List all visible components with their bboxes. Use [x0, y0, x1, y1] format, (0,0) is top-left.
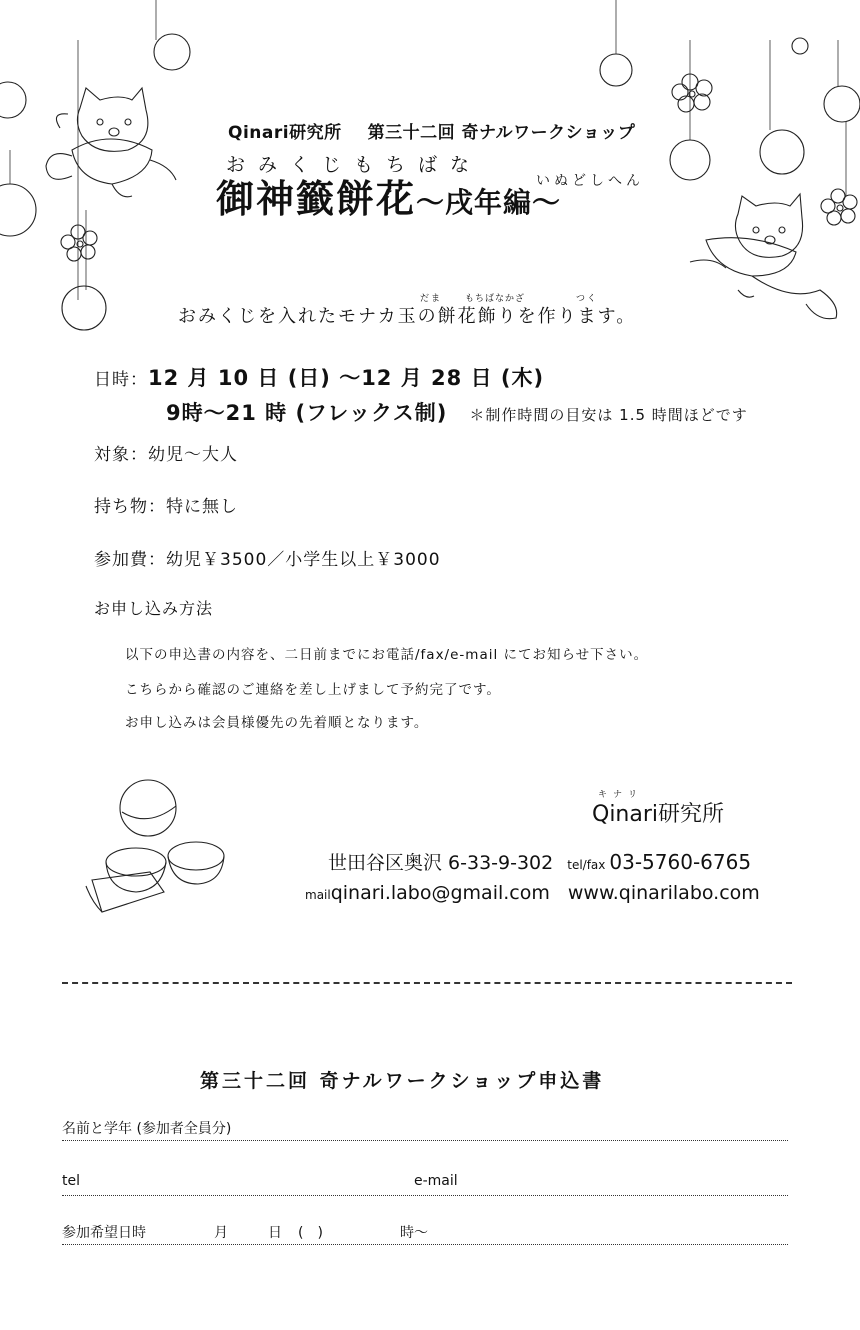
- tel-number[interactable]: 03-5760-6765: [609, 850, 752, 874]
- date-value: 12 月 10 日 (日) ～12 月 28 日 (木): [148, 366, 545, 390]
- cut-line: [62, 982, 792, 984]
- intro-text: おみくじを入れたモナカ玉の餅花飾りを作ります。: [178, 306, 637, 327]
- tel-label: tel/fax: [567, 858, 606, 872]
- title-ruby: おみくじもちばな: [226, 154, 483, 176]
- mochi-ball-icon: [600, 54, 632, 86]
- date-label: 日時：: [94, 370, 148, 390]
- mochi-ball-icon: [824, 86, 860, 122]
- date-field-label: 参加希望日時: [62, 1225, 146, 1241]
- address-line: [328, 848, 751, 875]
- mochi-ball-icon: [0, 82, 26, 118]
- tel-field-label: tel: [62, 1173, 80, 1189]
- title-main-text: 御神籤餅花: [216, 176, 417, 221]
- mochi-ball-icon: [154, 34, 190, 70]
- org-ruby: キナリ: [598, 790, 644, 800]
- date-field[interactable]: [62, 1222, 788, 1245]
- day-label: 日: [268, 1225, 282, 1241]
- mochi-ball-icon: [0, 184, 36, 236]
- intro-ruby-tsuku: つく: [576, 294, 599, 304]
- month-label: 月: [214, 1225, 228, 1241]
- monaka-illustration: [86, 780, 224, 912]
- org-name: Qinari研究所: [592, 802, 725, 827]
- target-row: 対象：幼児～大人: [94, 445, 238, 465]
- email-field-label: e-mail: [414, 1173, 458, 1189]
- title-sub-ruby: いぬどしへん: [536, 173, 644, 189]
- mochi-ball-icon: [792, 38, 808, 54]
- application-title: お申し込み方法: [94, 599, 214, 618]
- website-link[interactable]: www.qinarilabo.com: [567, 882, 760, 904]
- contact-field[interactable]: [62, 1173, 788, 1196]
- hour-label: 時～: [400, 1225, 428, 1241]
- name-field[interactable]: [62, 1118, 788, 1141]
- mochi-ball-icon: [760, 130, 804, 174]
- header-line: [228, 118, 635, 143]
- intro-ruby-mochibana: もちばなかざ: [465, 294, 526, 304]
- time-note: ＊制作時間の目安は 1.5 時間ほどです: [469, 406, 748, 424]
- application-line: 以下の申込書の内容を、二日前までにお電話/fax/e-mail にてお知らせ下さい。: [125, 647, 649, 663]
- page-title: [216, 168, 561, 223]
- application-line: お申し込みは会員様優先の先着順となります。: [125, 715, 429, 731]
- intro-ruby-tama: だま: [420, 294, 443, 304]
- cat-illustration-right: [690, 194, 837, 319]
- address: 世田谷区奥沢 6-33-9-302: [328, 852, 554, 874]
- application-line: こちらから確認のご連絡を差し上げまして予約完了です。: [125, 682, 501, 698]
- items-row: 持ち物：特に無し: [94, 497, 238, 517]
- cat-illustration-left: [46, 88, 176, 197]
- mail-label: mail: [305, 888, 331, 902]
- header-org: Qinari研究所: [228, 123, 342, 143]
- time-row: [166, 397, 748, 427]
- plum-flower-icon: [672, 74, 712, 112]
- date-row: [94, 362, 544, 392]
- name-label: 名前と学年 (参加者全員分): [62, 1121, 232, 1137]
- form-title: 第三十二回 奇ナルワークショップ申込書: [200, 1070, 605, 1092]
- plum-flower-icon: [61, 225, 97, 261]
- fee-row: 参加費：幼児￥3500／小学生以上￥3000: [94, 550, 441, 570]
- weekday-paren: ( ): [298, 1225, 323, 1241]
- time-value: 9時～21 時 (フレックス制): [166, 401, 448, 425]
- title-sub-text: ～戌年編～: [416, 186, 562, 219]
- plum-flower-icon: [821, 189, 857, 225]
- mochi-ball-icon: [62, 286, 106, 330]
- mochi-ball-icon: [670, 140, 710, 180]
- email-link[interactable]: qinari.labo@gmail.com: [330, 882, 550, 904]
- header-series: 第三十二回 奇ナルワークショップ: [367, 123, 636, 143]
- mail-line: [305, 882, 760, 904]
